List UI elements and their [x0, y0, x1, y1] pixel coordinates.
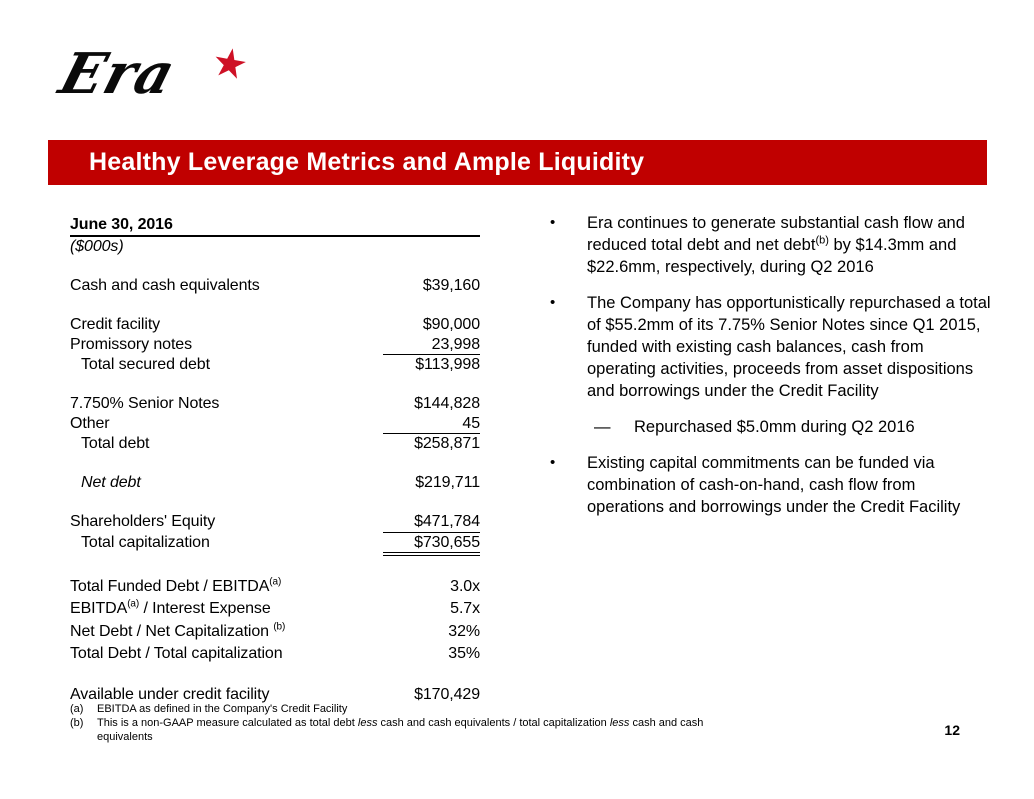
row-value: $258,871 [414, 435, 480, 452]
row-label: Total Funded Debt / EBITDA$^{(a)}$ [70, 576, 282, 595]
title-banner [48, 140, 987, 185]
row-label: Net Debt / Net Capitalization $^{(b)}$ [70, 621, 286, 640]
table-row [70, 512, 480, 533]
bullet-text: Existing capital commitments can be funded via combination of cash-on-hand, cash flow from operations and borrowings under the Credit Facility [587, 454, 961, 516]
era-logo [52, 39, 282, 126]
table-row [70, 276, 480, 296]
footnote-ref: (b) [815, 234, 829, 247]
footnote-ref: (a) [269, 576, 282, 588]
footnote-text: This is a non-GAAP measure calculated as total debt less cash and cash equivalents / total capitalization less cash and cash equivalents [97, 717, 704, 743]
row-value: 5.7x [450, 600, 480, 617]
row-value: 3.0x [450, 577, 480, 595]
row-value: 32% [448, 622, 480, 640]
table-rows [70, 276, 480, 705]
row-value: $39,160 [422, 277, 480, 294]
bullet-text: Era continues to generate substantial cash flow and reduced total debt and net debt$^{(b)}$ by $14.3mm and $22.6mm, respectively, during Q2 2016 [587, 214, 965, 276]
bullet-item [550, 452, 992, 518]
footnote-text: EBITDA as defined in the Company's Credit Facility [97, 703, 348, 715]
bullet-text: Repurchased $5.0mm during Q2 2016 [634, 418, 915, 436]
footnotes [70, 702, 760, 744]
star-icon: ★ [208, 39, 252, 89]
table-row [70, 533, 480, 557]
row-value: 35% [448, 645, 480, 662]
table-row [70, 621, 480, 644]
bullet-icon: • [550, 214, 556, 231]
table-row [70, 315, 480, 335]
era-logo-text: Era [52, 41, 183, 107]
footnote-item [70, 702, 760, 716]
row-value: $730,655 [383, 533, 480, 557]
bullet-list [550, 212, 992, 532]
bullet-item [550, 292, 992, 402]
table-row [70, 355, 480, 375]
row-label: Shareholders' Equity [70, 513, 216, 530]
footnote-ref: (a) [127, 598, 140, 610]
row-value: $144,828 [414, 395, 480, 412]
table-row [70, 576, 480, 599]
bullet-item [550, 212, 992, 278]
row-label: Total secured debt [81, 356, 210, 373]
row-value: 23,998 [383, 335, 480, 356]
row-label: Net debt [81, 474, 141, 491]
financial-table [70, 215, 480, 705]
row-value: $219,711 [415, 474, 480, 491]
bullet-text: The Company has opportunistically repurchased a total of $55.2mm of its 7.75% Senior Notes since Q1 2015, funded with existing cash balances, cash from operating activities, proceeds from asset dispositions and borrowings under the Credit Facility [587, 294, 991, 400]
row-label: Other [70, 414, 110, 432]
table-row [70, 335, 480, 356]
row-label: Available under credit facility [70, 686, 270, 703]
table-row [70, 434, 480, 454]
table-row [70, 394, 480, 414]
table-row [70, 643, 480, 666]
row-label: Cash and cash equivalents [70, 277, 260, 294]
row-label: 7.750% Senior Notes [70, 395, 220, 412]
row-label: Total debt [81, 435, 150, 452]
table-row [70, 473, 480, 493]
row-label: Total Debt / Total capitalization [70, 645, 283, 662]
footnote-item [70, 716, 760, 744]
row-label: Total capitalization [81, 533, 210, 551]
row-label: Promissory notes [70, 335, 192, 353]
row-value: $113,998 [415, 356, 480, 373]
footnote-marker: (a) [70, 703, 84, 715]
slide-title: Healthy Leverage Metrics and Ample Liquidity [89, 148, 645, 176]
bullet-icon: • [550, 454, 556, 471]
dash-icon: — [594, 418, 611, 436]
footnote-ref: (b) [273, 621, 286, 633]
table-date-header: June 30, 2016 [70, 215, 480, 237]
row-value: $90,000 [422, 316, 480, 333]
row-value: $170,429 [414, 686, 480, 703]
table-row [70, 598, 480, 621]
row-label: Credit facility [70, 316, 161, 333]
row-value: 45 [383, 414, 480, 435]
page-number: 12 [944, 722, 960, 738]
table-units-label: ($000s) [70, 238, 124, 255]
footnote-marker: (b) [70, 717, 84, 729]
table-row [70, 414, 480, 435]
row-label: EBITDA$^{(a)}$ / Interest Expense [70, 598, 271, 617]
row-value: $471,784 [383, 512, 480, 533]
bullet-icon: • [550, 294, 556, 311]
sub-bullet-item [594, 416, 992, 438]
